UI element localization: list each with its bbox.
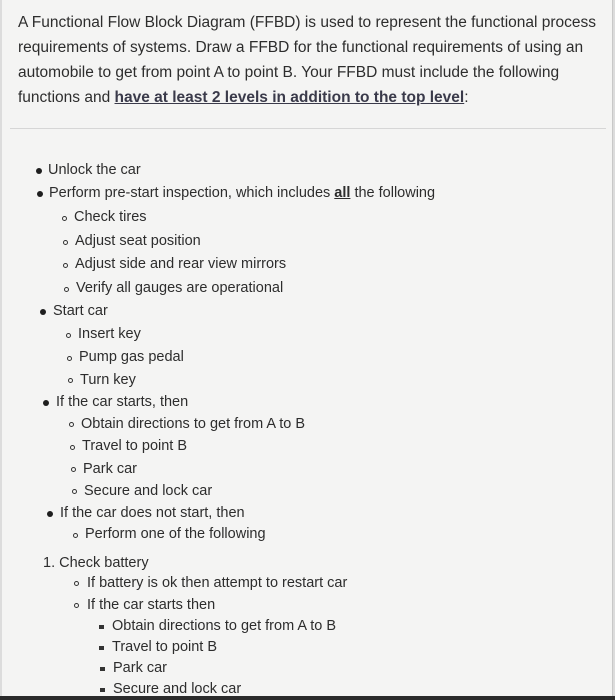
list-item-battery-ok: If battery is ok then attempt to restart car	[87, 575, 348, 591]
circle-bullet	[74, 603, 79, 608]
circle-bullet	[67, 356, 72, 361]
list-item-check-tires: Check tires	[74, 209, 147, 225]
bullet-dot	[37, 191, 43, 197]
circle-bullet	[62, 216, 67, 221]
inspection-text: Perform pre-start inspection, which includes	[49, 185, 335, 201]
list-item-perform-one: Perform one of the following	[85, 526, 266, 542]
list-item-park: Park car	[83, 461, 137, 477]
document-page	[2, 0, 613, 696]
list-item-pump-gas: Pump gas pedal	[79, 349, 184, 365]
list-item-car-starts-then: If the car starts then	[87, 597, 216, 613]
circle-bullet	[66, 333, 71, 338]
circle-bullet	[68, 378, 73, 383]
list-item-secure: Secure and lock car	[84, 483, 213, 499]
inspection-all: all	[334, 185, 351, 201]
circle-bullet	[74, 581, 79, 586]
square-bullet	[99, 646, 104, 650]
square-bullet	[100, 688, 105, 692]
bullet-dot	[40, 309, 46, 315]
bullet-dot	[43, 400, 49, 406]
list-item-if-starts: If the car starts, then	[56, 394, 189, 410]
list-item-restart-travel: Travel to point B	[112, 639, 218, 655]
intro-emphasis: have at least 2 levels in addition to the top level	[114, 89, 465, 106]
circle-bullet	[71, 467, 76, 472]
list-item-seat: Adjust seat position	[75, 233, 201, 249]
intro-text: A Functional Flow Block Diagram (FFBD) is used to represent the functional process requirements of systems. Draw a FFBD for the functional requirements of using an automobile to get from point A to point B. Your FFBD must include the following functions and	[18, 14, 597, 106]
list-item-restart-secure: Secure and lock car	[113, 681, 242, 696]
circle-bullet	[63, 240, 68, 245]
circle-bullet	[64, 287, 69, 292]
list-item-start-car: Start car	[53, 303, 108, 319]
intro-paragraph	[18, 10, 598, 110]
screen-bottom-edge	[0, 696, 615, 700]
list-item-directions: Obtain directions to get from A to B	[81, 416, 306, 432]
list-item-restart-park: Park car	[113, 660, 167, 676]
bullet-dot	[47, 511, 53, 517]
circle-bullet	[72, 489, 77, 494]
circle-bullet	[69, 422, 74, 427]
inspection-text-end: the following	[350, 185, 436, 201]
list-item-turn-key: Turn key	[80, 372, 136, 388]
list-item-if-not-start: If the car does not start, then	[60, 505, 245, 521]
square-bullet	[100, 667, 105, 671]
bullet-dot	[36, 168, 42, 174]
list-item-insert-key: Insert key	[78, 326, 141, 342]
list-item-travel: Travel to point B	[82, 438, 188, 454]
intro-colon: :	[464, 89, 469, 106]
list-item-restart-directions: Obtain directions to get from A to B	[112, 618, 337, 634]
list-item-mirrors: Adjust side and rear view mirrors	[75, 256, 287, 272]
numbered-item-check-battery: 1. Check battery	[43, 555, 149, 571]
list-item-gauges: Verify all gauges are operational	[76, 280, 284, 296]
circle-bullet	[70, 445, 75, 450]
list-item-unlock: Unlock the car	[48, 162, 141, 178]
circle-bullet	[63, 263, 68, 268]
circle-bullet	[73, 533, 78, 538]
square-bullet	[99, 625, 104, 629]
divider	[10, 128, 606, 129]
list-item-inspection	[49, 185, 435, 201]
